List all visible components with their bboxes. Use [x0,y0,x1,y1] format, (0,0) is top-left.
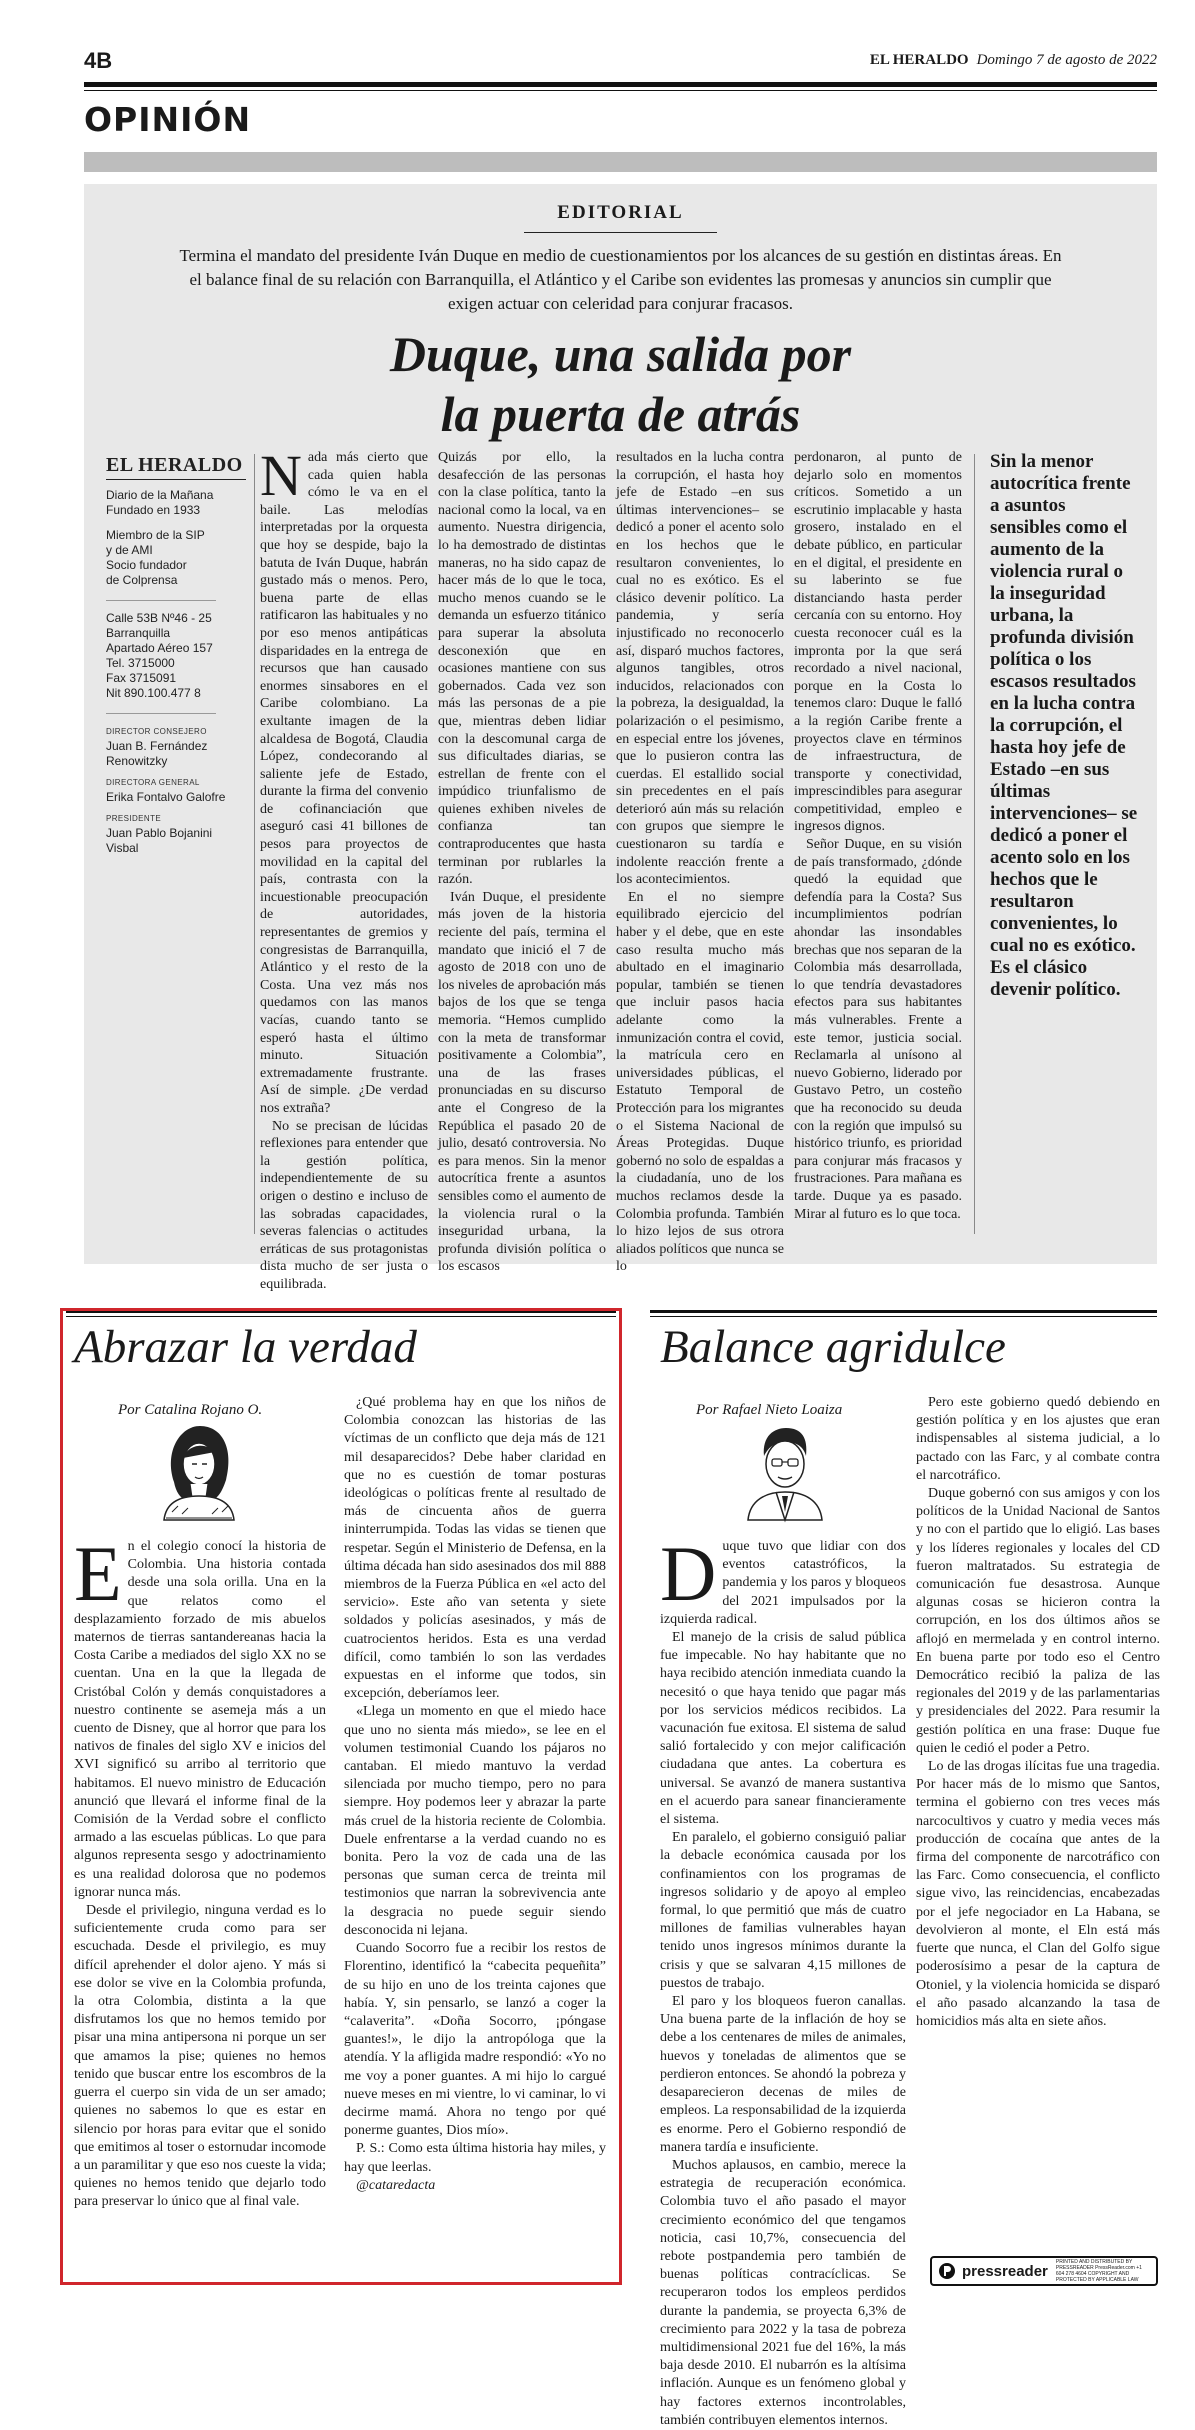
editorial-paragraph: Iván Duque, el presidente más joven de la historia reciente del país, termina el mandato que inició el 7 de agosto de 2018 con uno de los niveles de aprobación más bajos de los que se tenga memoria. “Hemos cumplido con la meta de transformar positivamente a Colombia”, una de las frases pronunciadas en su discurso ante el Congreso de la República el pasado 20 de julio, desató controversia. No es para menos. Sin la menor autocrítica frente a asuntos sensibles como el aumento de la violencia rural o la inseguridad urbana, la profunda división política o los escasos [438,889,606,1275]
byline: Por Rafael Nieto Loaiza [696,1402,843,1418]
staff-role: PRESIDENTE [106,814,162,823]
column-paragraph: n el colegio conocí la historia de Colombia. Una historia contada desde una sola orilla. Una en la que relatos como el desplazamiento forzado de mis abuelos maternos de tierras santandereanas hacia la Costa Caribe a mediados del siglo XX no se cuentan. Una en la que la llegada de Cristóbal Colón y demás conquistadores a nuestro continente se asemeja más a un cuento de Disney, que al horror que para los nativos de finales del siglo XV e inicios del XVI significó su arribo al territorio que habitamos. El nuevo ministro de Educación anunció que llevará el informe final de la Comisión de la Verdad sobre el conflicto armado a las escuelas públicas. Lo que para algunos representa sesgo y adoctrinamiento es una realidad dolorosa que no podemos ignorar nunca más. [74,1539,326,1900]
staff-about: Diario de la Mañana Fundado en 1933 [106,488,214,517]
paper-name: EL HERALDO [869,52,969,68]
editorial-kicker: EDITORIAL [557,202,684,223]
staff-divider [106,713,216,714]
column-rule-top-thin [650,1316,1157,1317]
section-title: OPINIÓN [84,100,252,139]
column-paragraph: Muchos aplausos, en cambio, merece la estrategia de recuperación económica. Colombia tuvo el año pasado el mayor crecimiento económico del que tengamos noticia, casi 10,7%, consecuencia del rebote postpandemia pero también de buenas políticas contracíclicas. Se recuperaron todos los empleos perdidos durante la pandemia, se proyecta 6,3% de crecimiento para 2022 y la tasa de pobreza multidimensional 2021 fue del 16%, la más baja desde 2010. El nubarrón es la altísima inflación. Aunque es un fenómeno global y hay factores externos incontrolables, también contribuyen elementos internos. [660,2157,906,2428]
column-paragraph: El paro y los bloqueos fueron canallas. Una buena parte de la inflación de hoy se debe a los centenares de miles de animales, huevos y toneladas de alimentos que se perdieron entonces. Se ahondó la pobreza y desaparecieron decenas de miles de empleos. La responsabilidad de la izquierda es enorme. Pero el Gobierno respondió de manera tardía e insuficiente. [660,1994,906,2155]
editorial-column-1 [260,443,428,1292]
pressreader-fine-print: PRINTED AND DISTRIBUTED BY PRESSREADER PressReader.com +1 604 278 4604 COPYRIGHT AND PROTECTED BY APPLICABLE LAW [1055,2259,1142,2283]
staff-membership: Miembro de la SIP y de AMI Socio fundador de Colprensa [106,528,205,587]
column-paragraph: En paralelo, el gobierno consiguió paliar la debacle económica causada por los confinamientos con los programas de ingresos solidario y de apoyo al empleo formal, lo que permitió que más de cuatro millones de familias vulnerables hayan tenido unos ingresos mínimos durante la crisis y que se salvaran 4,15 millones de puestos de trabajo. [660,1830,906,1991]
pressreader-logo: pressreader [962,2262,1048,2280]
column-title: Balance agridulce [660,1321,1006,1373]
column-rule [974,454,975,1234]
kicker-rule [524,232,717,233]
staff-address: Calle 53B Nº46 - 25 Barranquilla Apartado Aéreo 157 Tel. 3715000 Fax 3715091 Nit 890.100.477 8 [106,611,213,700]
staff-divider [106,600,216,601]
headline-line-2: la puerta de atrás [440,386,801,442]
column-rule [254,454,255,1234]
column-paragraph: P. S.: Como esta última historia hay miles, y hay que leerlas. [344,2141,606,2175]
column-paragraph: Pero este gobierno quedó debiendo en gestión política y en los ajustes que eran indispensables al sistema judicial, a lo pactado con las Farc, y al combate contra el narcotráfico. [916,1395,1160,1483]
column-paragraph: ¿Qué problema hay en que los niños de Colombia conozcan las historias de las víctimas de un conflicto que deja más de 121 mil desaparecidos? Debe haber claridad en que no es cuestión de tomar posturas ideológicas o políticas frente al resultado de más de cincuenta años de guerra ininterrumpida. Todas las vidas se tienen que respetar. Según el Ministerio de Defensa, en la última década han sido asesinados dos mil 888 miembros de la Fuerza Pública en «el acto del servicio». Este año van setenta y siete soldados y policías asesinados, y más de cuatrocientos heridos. Esta es una verdad difícil, como también lo son las verdades expuestas en el informe que todos, sin excepción, deberíamos leer. [344,1395,606,1702]
editorial-paragraph: Señor Duque, en su visión de país transformado, ¿dónde quedó la equidad que defendía para la Costa? Sus incumplimientos podrían ahondar las insondables brechas que nos separan de la Colombia más desarrollada, lo que tendría devastadores efectos para sus habitantes más vulnerables. Frente a este temor, justicia social. Reclamarla al unísono al nuevo Gobierno, liderado por Gustavo Petro, un costeño que ha reconocido su deuda con la región que impulsó su histórico triunfo, es prioridad para conjurar más fracasos y frustraciones. Para mañana es tarde. Duque ya es pasado. Mirar al futuro es lo que toca. [794,837,962,1222]
dropcap: N [260,443,302,508]
dropcap: D [660,1530,717,1617]
editorial-paragraph: perdonaron, al punto de dejarlo solo en momentos críticos. Sometido a un escrutinio implacable y hasta grosero, instalado en el debate público, en particular en el digital, el presidente en su laberinto se fue distanciando hasta perder cercanía con su entorno. Hoy cuesta reconocer cuál es la impronta por la que será recordado a nivel nacional, porque en la Costa lo tenemos claro: Duque le falló a la región Caribe frente a proyectos clave en términos de infraestructura, de transporte y conectividad, imprescindibles para asegurar competitividad, empleo e ingresos dignos. [794,450,962,835]
editorial-paragraph: resultados en la lucha contra la corrupción, el hasta hoy jefe de Estado –en sus últimas intervenciones– se dedicó a poner el acento solo en los hechos que le resultaron convenientes, lo cual no es exótico. Es el clásico devenir político. La pandemia, y sería injustificado no reconocerlo así, disparó muchos factores, algunos tangibles, otros inducidos, relacionados con la pobreza, la desigualdad, la polarización o el pesimismo, en especial entre los jóvenes, que lo pusieron contra las cuerdas. El estallido social sin precedentes en el país deterioró aún más su relación con grupos que siempre le cuestionaron su tardía e indolente reacción frente a los acontecimientos. [616,450,784,888]
column-left-text-2 [344,1394,606,2264]
masthead [84,48,1157,78]
column-paragraph: Cuando Socorro fue a recibir los restos de Florentino, identificó la “cabecita pequeñita” de su hijo en uno de los treinta cajones que había. Y, sin pensarlo, se lanzó a coger la “calaverita”. «Doña Socorro, ¡póngase guantes!», le dijo la antropóloga que la atendía. Y la afligida madre respondió: «Yo no me voy a poner guantes. A mi hijo lo cargué nueve meses en mi vientre, lo vi caminar, lo vi decirme mamá. Ahora no tengo por qué ponerme guantes, Dios mío». [344,1941,606,2139]
dropcap: E [74,1530,122,1617]
staff-role: DIRECTORA GENERAL [106,778,200,787]
editorial-column-4 [794,449,962,1239]
column-left-text-1 [74,1530,326,2274]
byline: Por Catalina Rojano O. [118,1402,263,1418]
column-paragraph: Lo de las drogas ilícitas fue una tragedia. Por hacer más de lo mismo que Santos, termina el gobierno con tres veces más narcocultivos y cuatro y media veces más producción de cocaína que antes de la firma del componente de narcotráfico con las Farc. Como consecuencia, el conflicto sigue vivo, las reincidencias, encabezadas por el jefe negociador en La Habana, se devolvieron al monte, el Eln está más fuerte que nunca, el Clan del Golfo sigue poderosísimo a pesar de la captura de Otoniel, y la violencia homicida se disparó el año pasado alcanzando la tasa de homicidios más alta en siete años. [916,1759,1160,2029]
staff-box [106,454,246,862]
column-right-text-2 [916,1394,1160,2250]
column-right-text-1 [660,1530,906,2428]
column-paragraph: El manejo de la crisis de salud pública fue impecable. No hay habitante que no haya recibido atención inmediata cuando la necesitó o que haya tenido que pagar más por los servicios médicos recibidos. La vacunación fue exitosa. El sistema de salud salió fortalecido y con mejor calificación ciudadana que antes. La cobertura es universal. Se avanzó de manera sustantiva en el acuerdo para sanear financieramente el sistema. [660,1630,906,1828]
page-number: 4B [84,48,113,73]
pressreader-badge [930,2256,1158,2286]
editorial-headline [84,324,1157,444]
issue-date: Domingo 7 de agosto de 2022 [976,52,1157,68]
column-paragraph: Desde el privilegio, ninguna verdad es lo suficientemente cruda como para ser escuchada. Desde el privilegio, es muy difícil aprehender el dolor ajeno. Y más si ese dolor se vive en la Colombia profunda, la otra Colombia, distinta a la que disfrutamos los que no hemos temido por pisar una mina antipersona ni porque un ser que amamos la pise; quienes no hemos tenido que buscar entre los escombros de la guerra el cuerpo sin vida de un ser amado; quienes no sabemos lo que es estar en silencio por horas para evitar que el sonido que emitimos al toser o estornudar incomode a un paramilitar y que eso nos cueste la vida; quienes no hemos tenido que dejarlo todo para preservar lo único que al final vale. [74,1903,326,2210]
editorial-paragraph: No se precisan de lúcidas reflexiones para entender que la gestión política, independientemente de su origen o destino e incluso de las sobradas capacidades, severas falencias o actitudes erráticas de sus protagonistas dista mucho de ser justa o equilibrada. [260,1118,428,1292]
masthead-info [870,52,1157,69]
headline-line-1: Duque, una salida por [389,326,852,382]
pull-quote: Sin la menor autocrítica frente a asuntos sensibles como el aumento de la violencia rural o la inseguridad urbana, la profunda división política o los escasos resultados en la lucha contra la corrupción, el hasta hoy jefe de Estado –en sus últimas intervenciones– se dedicó a poner el acento solo en los hechos que le resultaron convenientes, lo cual no es exótico. Es el clásico devenir político. [990,451,1138,1000]
column-paragraph: uque tuvo que lidiar con dos eventos catastróficos, la pandemia y los paros y bloqueos del 2021 impulsados por la izquierda radical. [660,1539,906,1627]
pressreader-icon [938,2262,956,2280]
editorial-paragraph: ada más cierto que cada quien habla cómo le va en el baile. Las melodías interpretadas por la orquesta que hoy se despide, bajo la batuta de Iván Duque, habrán gustado más o menos. Pero, buena parte de ellas ratificaron las habituales y no por eso menos antipáticas disparidades en la entrega de recursos que han causado enormes sinsabores en el Caribe colombiano. La exultante imagen de la alcaldesa de Bogotá, Claudia López, condecorando al saliente jefe de Estado, durante la firma del convenio de cofinanciación que aseguró casi 41 billones de pesos para proyectos de movilidad en la capital del país, contrasta con la incuestionable preocupación de autoridades, representantes de gremios y congresistas de Barranquilla, Atlántico y el resto de la Costa. Una vez más nos quedamos con las manos vacías, cuando tanto se esperó hasta el último minuto. Situación extremadamente frustrante. Así de simple. ¿De verdad nos extraña? [260,450,428,1116]
author-portrait [152,1422,244,1520]
author-portrait [738,1422,830,1520]
editorial-intro: Termina el mandato del presidente Iván Duque en medio de cuestionamientos por los alcances de su gestión en distintas áreas. En el balance final de su relación con Barranquilla, el Atlántico y el Caribe son evidentes las promesas y anuncios sin cumplir que exigen actuar con celeridad para conjurar fracasos. [179,246,1062,313]
staff-name: Juan Pablo Bojanini Visbal [106,826,213,855]
editorial-column-2 [438,449,606,1275]
staff-name: Juan B. Fernández Renowitzky [106,739,208,768]
column-paragraph: Duque gobernó con sus amigos y con los políticos de la Unidad Nacional de Santos y no con el partido que lo eligió. Las bases y los líderes regionales y locales del CD fueron maltratados. Su estrategia de comunicación fue desastrosa. Aunque algunas cosas se hicieron contra la corrupción, en los dos últimos años se aflojó en mermelada y en control interno. En buena parte por todo eso el Centro Democrático recibió la paliza de las regionales del 2019 y de las parlamentarias y presidenciales del 2022. Para resumir la gestión política en una frase: Duque fue quien le cedió el poder a Petro. [916,1486,1160,1756]
staff-role: DIRECTOR CONSEJERO [106,727,207,736]
editorial-paragraph: En el no siempre equilibrado ejercicio del haber y el debe, que en este caso resulta mucho más abultado en el imaginario popular, también se tienen que incluir pasos hacia adelante como la inmunización contra el covid, la matrícula cero en universidades públicas, el Estatuto Temporal de Protección para los migrantes o el Sistema Nacional de Áreas Protegidas. Duque gobernó no solo de espaldas a la ciudadanía, uno de los muchos reclamos desde la Colombia profunda. También lo hizo lejos de sus otrora aliados políticos que nunca se lo [616,889,784,1275]
column-rule-top [650,1310,1157,1313]
section-bar [84,152,1157,172]
header-rule [84,82,1157,87]
header-rule-thin [84,90,1157,91]
editorial-column-3 [616,449,784,1275]
author-handle: @cataredacta [356,2177,436,2193]
paper-logo: EL HERALDO [106,454,246,480]
column-title: Abrazar la verdad [74,1321,417,1373]
staff-name: Erika Fontalvo Galofre [106,790,226,804]
editorial-box [84,184,1157,1292]
column-paragraph: «Llega un momento en que el miedo hace que uno no sienta más miedo», se lee en el volumen testimonial Cuando los pájaros no cantaban. El miedo mantuvo la verdad silenciada por mucho tiempo, pero no para siempre. Hoy podemos leer y abrazar la parte más cruel de la historia reciente de Colombia. Duele enfrentarse a la verdad cuando no es bonita. Pero la voz de cada una de las personas que suman cerca de treinta mil testimonios que narran la sobrevivencia ante la desgracia no puede seguir siendo desconocida ni lejana. [344,1704,606,1938]
editorial-paragraph: Quizás por ello, la desafección de las personas con la clase política, tanto la nacional como la local, va en aumento. Nuestra dirigencia, lo ha demostrado de distintas maneras, no ha sido capaz de hacer más de lo que le toca, mucho menos cuando se le demanda un esfuerzo titánico para superar la absoluta desconexión que en ocasiones mantiene con sus gobernados. Cada vez son más las personas de a pie que, mientras deben lidiar con la descomunal carga de sus dificultades diarias, se estrellan de frente con el impúdico triunfalismo de quienes exhiben niveles de confianza tan contraproducentes que hasta terminan por rublarles la razón. [438,450,606,888]
